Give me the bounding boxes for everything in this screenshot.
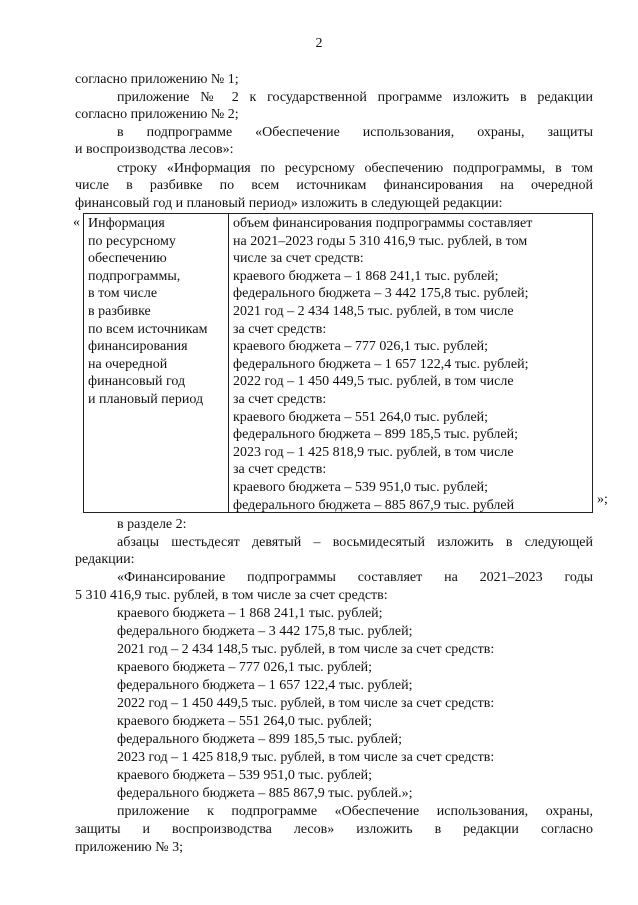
text-line: приложение № 2 к государственной программе изложить в редакции	[117, 90, 593, 105]
text-line: 5 310 416,9 тыс. рублей, в том числе за счет средств:	[75, 588, 388, 603]
table-left-line: подпрограммы,	[88, 268, 181, 284]
table-right-line: федерального бюджета – 1 657 122,4 тыс. рублей;	[233, 356, 529, 372]
text-line: согласно приложению № 1;	[75, 72, 239, 87]
text-line: и воспроизводства лесов»:	[75, 142, 234, 157]
table-right-line: объем финансирования подпрограммы составляет	[233, 216, 533, 231]
table-left-cell	[88, 215, 207, 409]
text-line: федерального бюджета – 3 442 175,8 тыс. рублей;	[117, 624, 413, 639]
text-line: финансовый год и плановый период» изложить в следующей редакции:	[75, 196, 503, 211]
text-line: 2023 год – 1 425 818,9 тыс. рублей, в том числе за счет средств:	[117, 750, 495, 765]
table-left-line: финансовый год	[88, 374, 186, 390]
text-line: краевого бюджета – 551 264,0 тыс. рублей;	[117, 714, 373, 729]
table-right-line: краевого бюджета – 539 951,0 тыс. рублей;	[233, 479, 489, 495]
table-right-line: краевого бюджета – 551 264,0 тыс. рублей;	[233, 409, 489, 425]
table-right-line: федерального бюджета – 3 442 175,8 тыс. рублей;	[233, 286, 529, 302]
text-line: согласно приложению № 2;	[75, 107, 239, 122]
text-line: абзацы шестьдесят девятый – восьмидесятый изложить в следующей	[117, 535, 593, 550]
open-quote-mark: «	[73, 215, 80, 230]
table-left-line: обеспечению	[88, 251, 167, 267]
text-line: «Финансирование подпрограммы составляет на 2021–2023 годы	[117, 570, 593, 585]
text-line: в подпрограмме «Обеспечение использования, охраны, защиты	[117, 125, 593, 140]
table-right-line: краевого бюджета – 1 868 241,1 тыс. рублей;	[233, 268, 499, 284]
page-number: 2	[315, 36, 323, 51]
table-right-line: за счет средств:	[233, 321, 327, 337]
close-quote-mark: »;	[597, 492, 608, 507]
table-right-line: 2021 год – 2 434 148,5 тыс. рублей, в том числе	[233, 303, 514, 319]
text-line: краевого бюджета – 539 951,0 тыс. рублей;	[117, 768, 373, 783]
text-line: числе в разбивке по всем источникам финансирования на очередной	[75, 178, 593, 193]
table-left-line: по ресурсному	[88, 233, 176, 249]
table-left-line: Информация	[88, 216, 165, 231]
table-right-line: краевого бюджета – 777 026,1 тыс. рублей;	[233, 339, 489, 355]
text-line: краевого бюджета – 1 868 241,1 тыс. рублей;	[117, 606, 383, 621]
table-right-line: федерального бюджета – 885 867,9 тыс. рублей	[233, 497, 515, 513]
table-left-line: в том числе	[88, 286, 158, 302]
table-left-line: на очередной	[88, 356, 168, 372]
table-right-line: федерального бюджета – 899 185,5 тыс. рублей;	[233, 427, 518, 443]
table-right-line: на 2021–2023 годы 5 310 416,9 тыс. рублей, в том	[233, 233, 528, 249]
text-line: 2022 год – 1 450 449,5 тыс. рублей, в том числе за счет средств:	[117, 696, 495, 711]
text-line: приложению № 3;	[75, 840, 184, 855]
table-right-cell	[233, 215, 532, 514]
text-line: федерального бюджета – 885 867,9 тыс. рублей.»;	[117, 786, 413, 801]
table-right-line: 2022 год – 1 450 449,5 тыс. рублей, в том числе	[233, 374, 514, 390]
text-line: строку «Информация по ресурсному обеспечению подпрограммы, в том	[117, 161, 593, 176]
text-line: 2021 год – 2 434 148,5 тыс. рублей, в том числе за счет средств:	[117, 642, 495, 657]
text-line: редакции:	[75, 552, 135, 567]
table-right-line: за счет средств:	[233, 391, 327, 407]
text-line: федерального бюджета – 1 657 122,4 тыс. рублей;	[117, 678, 413, 693]
table-right-line: 2023 год – 1 425 818,9 тыс. рублей, в том числе	[233, 444, 514, 460]
table-left-line: финансирования	[88, 339, 188, 355]
table-right-line: за счет средств:	[233, 462, 327, 478]
table-left-line: и плановый период	[88, 391, 204, 407]
resource-info-table	[83, 213, 593, 513]
table-left-line: по всем источникам	[88, 321, 208, 337]
table-left-line: в разбивке	[88, 303, 151, 319]
text-line: приложение к подпрограмме «Обеспечение использования, охраны,	[117, 804, 593, 819]
table-column-divider	[228, 214, 229, 512]
text-line: краевого бюджета – 777 026,1 тыс. рублей;	[117, 660, 373, 675]
text-line: защиты и воспроизводства лесов» изложить в редакции согласно	[75, 822, 593, 837]
text-line: в разделе 2:	[117, 517, 187, 532]
table-right-line: числе за счет средств:	[233, 251, 364, 267]
text-line: федерального бюджета – 899 185,5 тыс. рублей;	[117, 732, 402, 747]
